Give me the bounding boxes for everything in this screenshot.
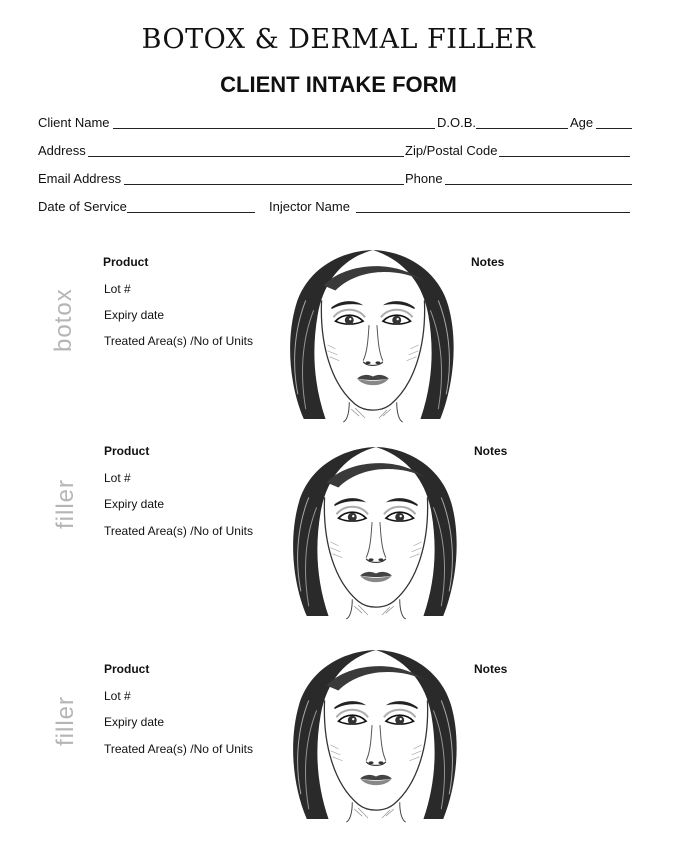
address-label: Address	[38, 143, 86, 158]
phone-field[interactable]	[445, 184, 632, 185]
client-name-label: Client Name	[38, 115, 110, 130]
zip-field[interactable]	[499, 156, 630, 157]
row-service	[38, 199, 638, 219]
age-field[interactable]	[596, 128, 632, 129]
date-of-service-label: Date of Service	[38, 199, 127, 214]
section-side-label: filler	[52, 695, 79, 746]
treated-area-label: Treated Area(s) /No of Units	[104, 334, 253, 348]
expiry-label: Expiry date	[104, 497, 165, 511]
face-chart-image[interactable]	[284, 246, 462, 424]
email-label: Email Address	[38, 171, 122, 186]
product-label: Product	[104, 444, 150, 458]
lot-label: Lot #	[104, 471, 131, 485]
client-name-field[interactable]	[113, 128, 435, 129]
row-email	[38, 171, 638, 191]
face-chart-image[interactable]	[287, 646, 465, 824]
form-subtitle: CLIENT INTAKE FORM	[220, 72, 457, 97]
treated-area-label: Treated Area(s) /No of Units	[104, 742, 253, 756]
dob-field[interactable]	[476, 128, 568, 129]
product-label: Product	[103, 255, 149, 269]
injector-name-label: Injector Name	[269, 199, 350, 214]
section-side-label: botox	[50, 288, 77, 352]
treatment-section-filler-2	[0, 646, 677, 826]
age-label: Age	[570, 115, 594, 130]
expiry-label: Expiry date	[104, 308, 165, 322]
zip-label: Zip/Postal Code	[405, 143, 498, 158]
date-of-service-field[interactable]	[127, 212, 255, 213]
form-title: BOTOX & DERMAL FILLER	[141, 24, 536, 55]
notes-label: Notes	[474, 444, 508, 458]
lot-label: Lot #	[104, 689, 131, 703]
dob-label: D.O.B.	[437, 115, 477, 130]
notes-label: Notes	[471, 255, 505, 269]
phone-label: Phone	[405, 171, 443, 186]
face-chart-image[interactable]	[287, 443, 465, 621]
expiry-label: Expiry date	[104, 715, 165, 729]
section-side-label: filler	[52, 478, 79, 529]
treated-area-label: Treated Area(s) /No of Units	[104, 524, 253, 538]
treatment-section-filler-1	[0, 443, 677, 623]
notes-label: Notes	[474, 662, 508, 676]
treatment-section-botox	[0, 246, 677, 426]
row-address	[38, 143, 638, 163]
lot-label: Lot #	[104, 282, 131, 296]
email-field[interactable]	[124, 184, 404, 185]
product-label: Product	[104, 662, 150, 676]
address-field[interactable]	[88, 156, 404, 157]
row-client-name	[38, 115, 638, 135]
injector-name-field[interactable]	[356, 212, 630, 213]
